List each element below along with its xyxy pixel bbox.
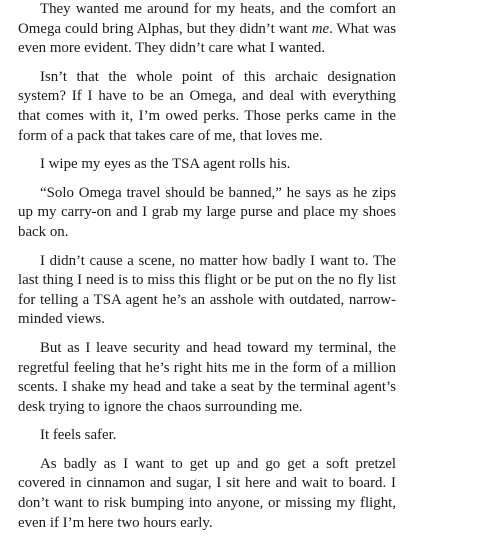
paragraph-5 xyxy=(18,252,396,330)
document-page xyxy=(18,0,396,542)
paragraph-2 xyxy=(18,68,396,146)
paragraph-2-text: Isn’t that the whole point of this archaic designation system? If I have to be an Omega, and deal with everything that comes with it, I’m owed perks. Those perks came in the form of a pack that takes care of me, that loves me. xyxy=(18,68,396,144)
paragraph-4 xyxy=(18,184,396,243)
paragraph-6-text: But as I leave security and head toward my terminal, the regretful feeling that he’s right hits me in the form of a million scents. I shake my head and take a seat by the terminal agent’s desk trying to ignore the chaos surrounding me. xyxy=(18,339,396,415)
paragraph-7-text: It feels safer. xyxy=(40,427,117,444)
paragraph-6 xyxy=(18,339,396,417)
paragraph-1-emphasis: me xyxy=(311,20,330,37)
paragraph-8-text: As badly as I want to get up and go get a soft pretzel covered in cinnamon and sugar, I sit here and wait to board. I don’t want to risk bumping into anyone, or missing my flight, even if I’m here two hours early. xyxy=(18,455,396,531)
paragraph-3 xyxy=(18,155,396,175)
paragraph-3-text: I wipe my eyes as the TSA agent rolls his. xyxy=(40,156,291,173)
paragraph-1-text-end: . What was even more evident. They didn’t care what I wanted. xyxy=(18,20,396,57)
paragraph-8 xyxy=(18,455,396,533)
paragraph-1 xyxy=(18,0,396,59)
paragraph-5-text: I didn’t cause a scene, no matter how badly I want to. The last thing I need is to miss this flight or be put on the no fly list for telling a TSA agent he’s an asshole with outdated, narrow-minded views. xyxy=(18,252,396,328)
paragraph-1-text: They wanted me around for my heats, and the comfort an Omega could bring Alphas, but they didn’t want xyxy=(18,1,396,37)
paragraph-7 xyxy=(18,426,396,446)
paragraph-4-text: “Solo Omega travel should be banned,” he says as he zips up my carry-on and I grab my large purse and place my shoes back on. xyxy=(18,184,396,240)
